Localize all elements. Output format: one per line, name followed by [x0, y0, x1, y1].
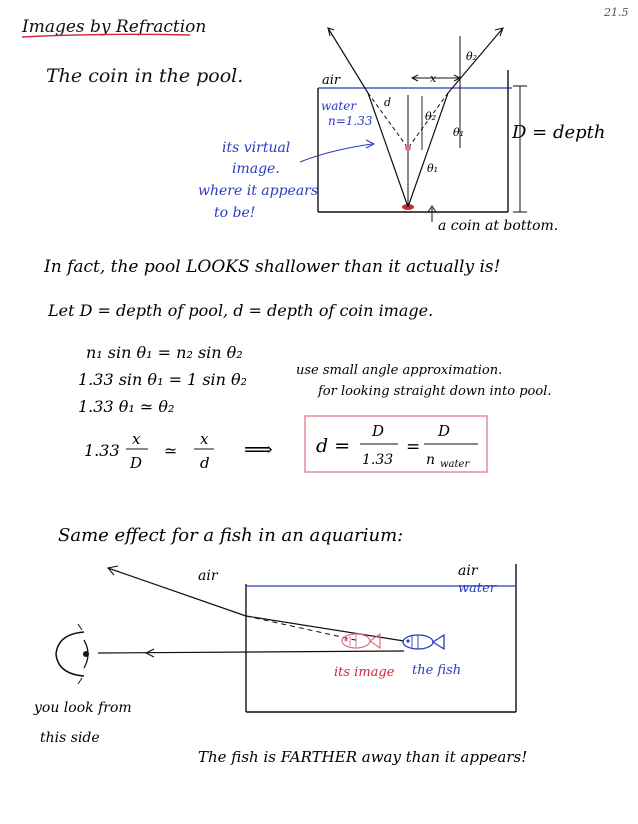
ray-horizontal	[98, 651, 404, 653]
implies-arrow: ⟹	[244, 437, 273, 461]
theta1-right-label: θ₁	[453, 126, 465, 139]
approx-note-line1: use small angle approximation.	[296, 363, 503, 378]
page-number: 21.5	[604, 6, 629, 19]
equation-3: 1.33 θ₁ ≃ θ₂	[78, 397, 175, 416]
virtual-image-mark	[405, 145, 411, 151]
air-left-label: air	[198, 568, 218, 584]
approx-note-line2: for looking straight down into pool.	[318, 384, 552, 399]
ray-upper-air	[108, 568, 246, 616]
virtual-note-line2: image.	[232, 161, 280, 177]
virtual-note-line3: where it appears	[198, 183, 319, 199]
index-label: n=1.33	[328, 114, 373, 128]
result-den2-sub: water	[440, 459, 470, 470]
virtual-note-line1: its virtual	[222, 140, 291, 156]
eq4-x2: x	[200, 430, 209, 448]
depth-label: D = depth	[512, 122, 606, 143]
pool-diagram	[198, 28, 605, 234]
eq4-x1: x	[132, 430, 141, 448]
result-eq: =	[406, 437, 421, 457]
equation-2: 1.33 sin θ₁ = 1 sin θ₂	[78, 370, 248, 389]
result-box	[305, 416, 487, 472]
result-lhs: d =	[316, 435, 351, 457]
air-label: air	[322, 73, 341, 88]
fish-image-label: its image	[334, 665, 395, 680]
virtual-note-line4: to be!	[214, 205, 256, 221]
ray-upper-dashed	[246, 616, 360, 641]
result-den2: n	[426, 452, 436, 468]
shallower-statement: In fact, the pool LOOKS shallower than it actually is!	[44, 257, 501, 277]
section2-heading: Same effect for a fish in an aquarium:	[58, 525, 404, 546]
conclusion: The fish is FARTHER away than it appears!	[198, 748, 528, 766]
result-num1: D	[372, 422, 385, 440]
fish-label: the fish	[412, 663, 462, 678]
snell-derivation	[78, 343, 273, 472]
you-label-line1: you look from	[34, 700, 132, 716]
water-right-label: water	[458, 581, 497, 596]
ray-left-water	[368, 93, 408, 207]
theta2-mid-label: θ₂	[425, 110, 437, 123]
equation-1: n₁ sin θ₁ = n₂ sin θ₂	[86, 343, 243, 362]
aquarium-diagram	[33, 563, 516, 746]
eq4-coefficient: 1.33	[84, 441, 120, 460]
section1-heading: The coin in the pool.	[46, 65, 244, 87]
d-label: d	[384, 96, 392, 109]
eq4-approx: ≃	[164, 441, 178, 460]
eye-icon	[56, 624, 89, 684]
result-num2: D	[438, 422, 451, 440]
water-label: water	[321, 99, 357, 113]
fish-icon	[403, 635, 444, 649]
eq4-d: d	[200, 454, 210, 472]
depth-definition: Let D = depth of pool, d = depth of coin image.	[48, 301, 434, 320]
x-label: x	[430, 72, 437, 85]
theta2-top-label: θ₂	[466, 50, 478, 63]
page-title: Images by Refraction	[22, 17, 207, 37]
you-label-line2: this side	[40, 730, 100, 746]
air-right-label: air	[458, 563, 478, 579]
result-den1: 1.33	[362, 452, 394, 468]
theta1-bottom-label: θ₁	[427, 162, 439, 175]
coin-label: a coin at bottom.	[438, 218, 559, 234]
eq4-D: D	[130, 454, 143, 472]
virtual-image-arrow	[300, 144, 372, 162]
